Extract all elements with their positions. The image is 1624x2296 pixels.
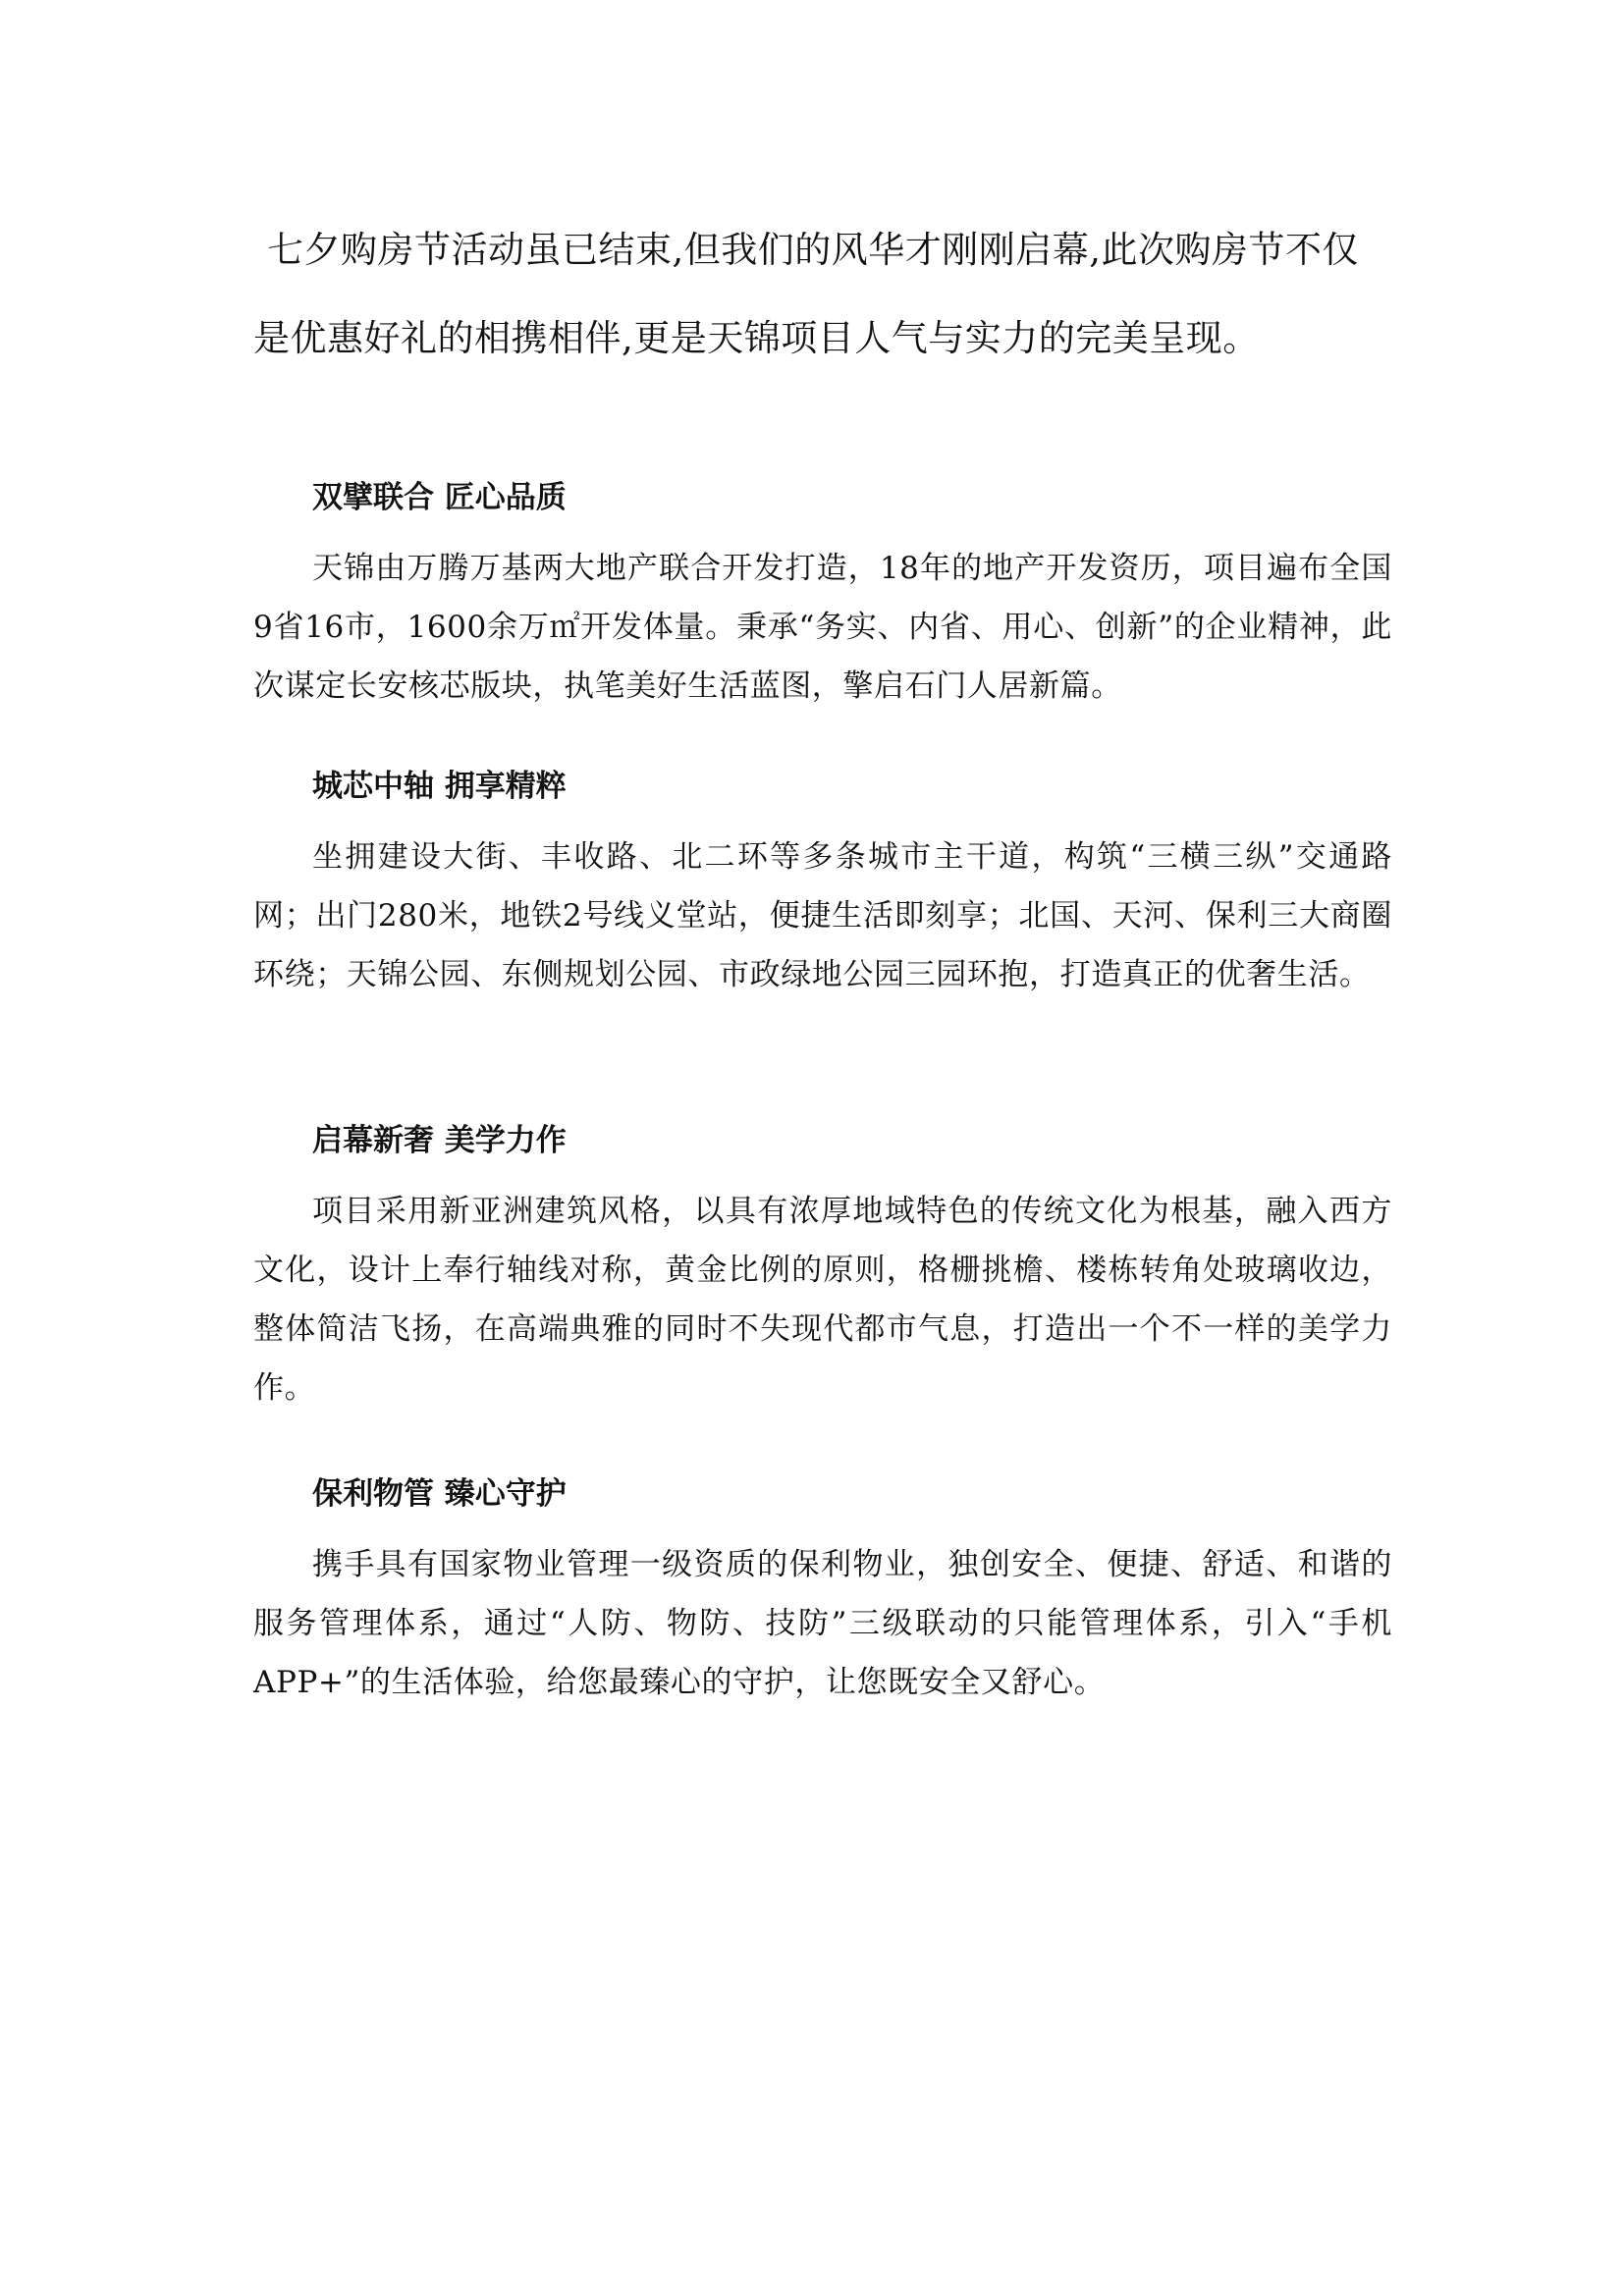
section-architecture	[253, 1121, 1392, 1417]
intro-paragraph	[253, 206, 1392, 383]
section-city-core	[253, 767, 1392, 1004]
section-body: 携手具有国家物业管理一级资质的保利物业，独创安全、便捷、舒适、和谐的服务管理体系，通过“人防、物防、技防”三级联动的只能管理体系，引入“手机APP+”的生活体验，给您最臻心的守护，让您既安全又舒心。	[253, 1547, 1392, 1700]
section-heading: 启幕新奢 美学力作	[312, 1123, 567, 1158]
section-heading: 双擘联合 匠心品质	[312, 480, 567, 515]
section-property-management	[253, 1474, 1392, 1712]
section-body: 项目采用新亚洲建筑风格，以具有浓厚地域特色的传统文化为根基，融入西方文化，设计上奉行轴线对称，黄金比例的原则，格栅挑檐、楼栋转角处玻璃收边，整体简洁飞扬，在高端典雅的同时不失现代都市气息，打造出一个不一样的美学力作。	[253, 1194, 1392, 1406]
section-heading: 保利物管 臻心守护	[312, 1476, 567, 1512]
section-body: 坐拥建设大街、丰收路、北二环等多条城市主干道，构筑“三横三纵”交通路网；出门280米，地铁2号线义堂站，便捷生活即刻享；北国、天河、保利三大商圈环绕；天锦公园、东侧规划公园、市政绿地公园三园环抱，打造真正的优奢生活。	[253, 839, 1392, 992]
intro-text: 七夕购房节活动虽已结束,但我们的风华才刚刚启幕,此次购房节不仅是优惠好礼的相携相伴,更是天锦项目人气与实力的完美呈现。	[253, 229, 1360, 359]
section-dual-partnership	[253, 478, 1392, 716]
section-heading: 城芯中轴 拥享精粹	[312, 769, 567, 804]
section-body: 天锦由万腾万基两大地产联合开发打造，18年的地产开发资历，项目遍布全国9省16市，1600余万㎡开发体量。秉承“务实、内省、用心、创新”的企业精神，此次谋定长安核芯版块，执笔美好生活蓝图，擎启石门人居新篇。	[253, 551, 1392, 704]
